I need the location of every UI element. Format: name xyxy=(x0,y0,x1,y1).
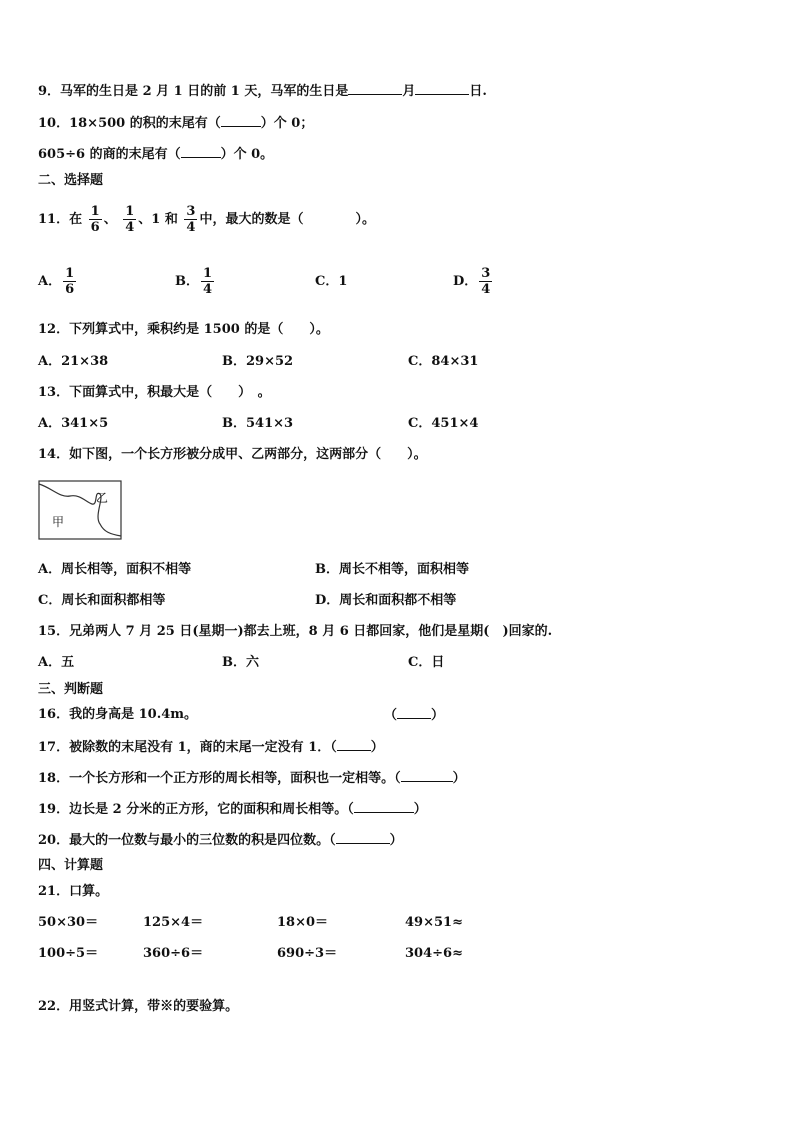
oral-calc-item: 18×0＝ xyxy=(277,915,329,930)
option-c[interactable]: C．451×4 xyxy=(408,416,479,431)
region-label-jia: 甲 xyxy=(52,515,65,529)
answer-blank[interactable] xyxy=(181,145,221,158)
option-a[interactable]: A．341×5 xyxy=(38,416,109,431)
section-heading-judgement: 三、判断题 xyxy=(38,682,104,697)
answer-blank[interactable] xyxy=(354,800,414,813)
question-text: ）。 xyxy=(355,212,375,227)
option-a[interactable]: A．五 xyxy=(38,655,75,670)
question-11 xyxy=(38,202,375,238)
fraction: $\frac{1}{6}$ xyxy=(90,204,100,235)
option-c[interactable]: C．84×31 xyxy=(408,354,479,369)
question-text: ）个 0。 xyxy=(220,147,274,162)
oral-calc-item: 125×4＝ xyxy=(143,915,204,930)
region-label-yi: 乙 xyxy=(96,491,109,505)
oral-calc-item: 690÷3＝ xyxy=(277,946,338,961)
option-c[interactable]: C．1 xyxy=(315,274,348,289)
question-16: 16．我的身高是 10.4m。 xyxy=(38,707,198,722)
option-d[interactable]: D．周长和面积都不相等 xyxy=(315,593,457,608)
section-heading-choice: 二、选择题 xyxy=(38,173,104,188)
question-text: 中，最大的数是（ xyxy=(199,212,304,227)
answer-blank[interactable] xyxy=(221,114,261,127)
option-b[interactable]: B．541×3 xyxy=(222,416,294,431)
question-number: 9． xyxy=(38,84,61,99)
option-a[interactable]: A．周长相等，面积不相等 xyxy=(38,562,192,577)
question-text: 月 xyxy=(402,84,416,99)
question-text: ）个 0； xyxy=(260,116,314,131)
rectangle-figure xyxy=(38,480,122,544)
question-21: 21．口算。 xyxy=(38,884,109,899)
answer-blank[interactable] xyxy=(401,769,453,782)
fraction: $\frac{3}{4}$ xyxy=(186,204,196,235)
question-19: 19．边长是 2 分米的正方形，它的面积和周长相等。（ ） xyxy=(38,802,427,817)
answer-blank-month[interactable] xyxy=(348,82,402,95)
section-heading-calculation: 四、计算题 xyxy=(38,858,104,873)
question-text: 、1 和 xyxy=(138,212,178,227)
question-text: 、 xyxy=(103,212,117,227)
oral-calc-item: 49×51≈ xyxy=(405,915,463,930)
question-number: 10． xyxy=(38,116,70,131)
question-12: 12．下列算式中，乘积约是 1500 的是（ ）。 xyxy=(38,322,329,337)
answer-blank-day[interactable] xyxy=(415,82,469,95)
rectangle-diagram xyxy=(38,480,122,540)
question-text: 在 xyxy=(69,212,83,227)
fraction: $\frac{1}{4}$ xyxy=(125,204,135,235)
option-b[interactable]: B．周长不相等，面积相等 xyxy=(315,562,469,577)
oral-calc-item: 50×30＝ xyxy=(38,915,99,930)
question-22: 22．用竖式计算，带※的要验算。 xyxy=(38,999,239,1014)
question-text: 日. xyxy=(469,84,487,99)
question-text: 18×500 的积的末尾有（ xyxy=(69,116,221,131)
answer-blank[interactable] xyxy=(337,738,371,751)
oral-calc-item: 100÷5＝ xyxy=(38,946,99,961)
question-18: 18．一个长方形和一个正方形的周长相等，面积也一定相等。（ ） xyxy=(38,771,466,786)
option-b[interactable]: B． $\frac{1}{4}$ xyxy=(175,266,213,297)
oral-calc-item: 304÷6≈ xyxy=(405,946,463,961)
question-14: 14．如下图，一个长方形被分成甲、乙两部分，这两部分（ ）。 xyxy=(38,447,427,462)
question-13: 13．下面算式中，积最大是（ ） 。 xyxy=(38,385,271,400)
answer-paren[interactable]: （ ） xyxy=(384,708,445,723)
option-c[interactable]: C．周长和面积都相等 xyxy=(38,593,166,608)
option-b[interactable]: B．29×52 xyxy=(222,354,294,369)
question-9 xyxy=(38,82,487,101)
option-a[interactable]: A． $\frac{1}{6}$ xyxy=(38,266,75,297)
question-17: 17．被除数的末尾没有 1，商的末尾一定没有 1．（ ） xyxy=(38,740,384,755)
option-b[interactable]: B．六 xyxy=(222,655,259,670)
question-10-line-2 xyxy=(38,145,273,164)
answer-blank[interactable] xyxy=(336,831,390,844)
oral-calc-item: 360÷6＝ xyxy=(143,946,204,961)
question-20: 20．最大的一位数与最小的三位数的积是四位数。（ ） xyxy=(38,833,403,848)
question-15: 15．兄弟两人 7 月 25 日(星期一)都去上班，8 月 6 日都回家，他们是星期( )回家的. xyxy=(38,624,553,639)
question-text: 605÷6 的商的末尾有（ xyxy=(38,147,181,162)
option-a[interactable]: A．21×38 xyxy=(38,354,109,369)
question-10-line-1 xyxy=(38,114,313,133)
question-number: 11． xyxy=(38,212,70,227)
question-text: 马军的生日是 2 月 1 日的前 1 天，马军的生日是 xyxy=(60,84,349,99)
option-c[interactable]: C．日 xyxy=(408,655,445,670)
option-d[interactable]: D． $\frac{3}{4}$ xyxy=(453,266,491,297)
